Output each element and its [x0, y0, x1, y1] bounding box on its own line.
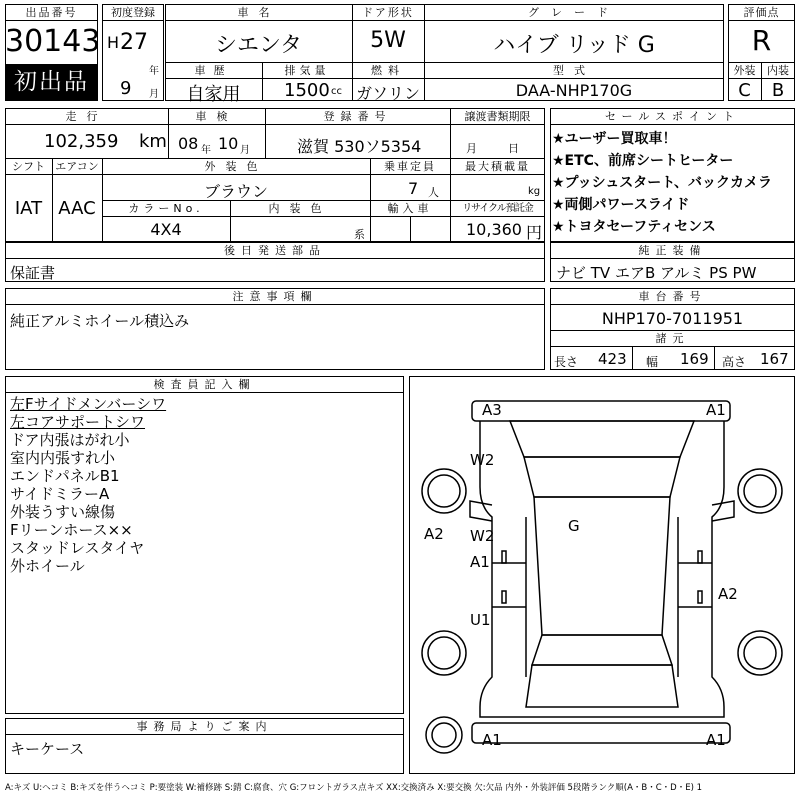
month-unit: 月 [149, 89, 159, 100]
int-color-label: 内装色 [268, 202, 332, 215]
score-label: 評価点 [743, 6, 780, 19]
sales-points-list [552, 128, 772, 238]
inspector-item: 左Fサイドメンバーシワ [10, 395, 167, 413]
model-label: 型式 [553, 64, 595, 77]
sales-point-item: ★両側パワースライド [552, 197, 690, 213]
transfer-day-unit: 日 [508, 142, 519, 155]
sales-point-item: ★ETC、前席シートヒーター [552, 153, 734, 169]
lot-number-label: 出品番号 [25, 6, 78, 19]
int-color-unit: 系 [354, 228, 365, 241]
grade-label: グレード [528, 6, 620, 19]
first-reg-label: 初度登録 [111, 6, 155, 19]
color-label: 外装色 [204, 160, 268, 173]
damage-mark: G [568, 517, 580, 535]
first-listing-text: 初出品 [14, 69, 89, 95]
damage-mark: A1 [706, 731, 726, 749]
height-label: 高さ [722, 355, 747, 369]
recycle-label: リサイクル預託金 [462, 203, 533, 214]
shift-label: シフト [12, 160, 45, 173]
width-label: 幅 [646, 355, 659, 369]
capacity-label: 乗車定員 [384, 160, 436, 173]
damage-mark: A1 [470, 553, 490, 571]
inspector-item: エンドパネルB1 [10, 467, 120, 485]
int-score: B [771, 80, 785, 101]
model-code: DAA-NHP170G [515, 81, 633, 100]
office-note: キーケース [10, 740, 85, 758]
shift: IAT [14, 198, 43, 219]
history-label: 車歴 [194, 64, 233, 77]
width: 169 [680, 350, 709, 368]
capacity-unit: 人 [428, 186, 439, 199]
damage-mark: A2 [718, 585, 738, 603]
recycle-unit: 円 [526, 223, 543, 242]
load-unit: kg [528, 186, 541, 197]
transfer-label: 譲渡書類期限 [464, 110, 531, 123]
equipment: ナビ TV エアB アルミ PS PW [556, 264, 757, 282]
door-label: ドア形状 [362, 6, 414, 19]
inspection-label: 車検 [195, 110, 238, 123]
post-parts: 保証書 [10, 264, 56, 282]
inspector-item: ドア内張はがれ小 [10, 431, 130, 449]
ac-label: エアコン [55, 160, 99, 173]
history: 自家用 [186, 84, 241, 105]
damage-mark: A1 [482, 731, 502, 749]
car-name: シエンタ [214, 33, 303, 58]
fuel-label: 燃料 [371, 64, 405, 77]
era: H [107, 33, 120, 52]
sales-point-item: ★トヨタセーフティセンス [552, 219, 716, 235]
displacement-unit: cc [331, 86, 342, 97]
damage-mark: U1 [470, 611, 491, 629]
car-outline [410, 377, 794, 773]
chassis-number: NHP170-7011951 [601, 309, 744, 328]
color-no-label: カラーNo. [128, 202, 204, 215]
reg-year: 27 [120, 30, 148, 55]
lot-number: 30143 [5, 24, 101, 59]
equipment-label: 純正装備 [638, 244, 707, 257]
color: ブラウン [203, 182, 268, 201]
car-diagram [409, 376, 795, 774]
plate-number: 滋賀 530ソ5354 [297, 137, 422, 156]
capacity: 7 [408, 179, 419, 198]
length-label: 長さ [554, 355, 579, 369]
inspector-item: 外ホイール [10, 557, 85, 575]
ext-score: C [738, 80, 751, 101]
damage-mark: A2 [424, 525, 444, 543]
damage-mark: A1 [706, 401, 726, 419]
mileage: 102,359 [44, 131, 119, 152]
sales-point-item: ★プッシュスタート、バックカメラ [552, 175, 773, 191]
mileage-unit: km [139, 131, 167, 152]
plate-label: 登録番号 [323, 110, 392, 123]
displacement-label: 排気量 [284, 64, 330, 77]
insp-year-unit: 年 [201, 145, 211, 156]
legend: A:キズ U:ヘコミ B:キズを伴うヘコミ P:要塗装 W:補修跡 S:錆 C:腐食、穴 G:フロントガラス点キズ XX:交換済み X:要交換 欠:欠品 内外・外装評価 5段階ランク順(A・B・C・D・E) 1 [5, 783, 703, 793]
year-unit: 年 [149, 66, 159, 77]
recycle-fee: 10,360 [466, 220, 522, 239]
inspector-item: 室内内張すれ小 [10, 449, 116, 467]
reg-month: 9 [120, 78, 132, 99]
displacement: 1500 [284, 80, 330, 101]
score: R [751, 24, 772, 57]
dims-label: 諸元 [655, 332, 690, 345]
damage-mark: W2 [470, 451, 495, 469]
transfer-month-unit: 月 [466, 142, 477, 155]
door-type: 5W [370, 28, 406, 53]
insp-month-unit: 月 [240, 145, 250, 156]
color-no: 4X4 [150, 220, 182, 239]
notes-label: 注意事項欄 [232, 290, 318, 303]
length: 423 [598, 350, 627, 368]
insp-month: 10 [218, 134, 239, 153]
inspector-list [10, 395, 166, 575]
inspector-label: 検査員記入欄 [153, 378, 256, 391]
inspector-item: スタッドレスタイヤ [10, 539, 145, 557]
import-label: 輸入車 [387, 202, 433, 215]
chassis-label: 車台番号 [638, 290, 707, 303]
office-label: 事務局よりご案内 [136, 720, 273, 733]
sales-points-label: セールスポイント [604, 110, 740, 123]
inspector-item: 左コアサポートシワ [10, 413, 146, 431]
first-listing-badge [5, 64, 98, 101]
fuel: ガソリン [355, 84, 420, 103]
post-parts-label: 後日発送部品 [224, 244, 326, 257]
inspector-item: サイドミラーA [10, 485, 110, 503]
int-label: 内装 [767, 64, 789, 77]
grade: ハイブ リッド G [493, 33, 655, 58]
ext-label: 外装 [733, 64, 756, 77]
height: 167 [760, 350, 789, 368]
inspector-item: 外装うすい線傷 [10, 503, 116, 521]
damage-mark: W2 [470, 527, 495, 545]
ac: AAC [58, 198, 96, 219]
insp-year: 08 [178, 134, 199, 153]
damage-mark: A3 [482, 401, 502, 419]
inspector-item: Fリーンホース×× [10, 521, 133, 539]
car-name-label: 車名 [237, 6, 280, 19]
load-label: 最大積載量 [465, 160, 530, 173]
mileage-label: 走行 [65, 110, 108, 123]
notes: 純正アルミホイール積込み [10, 312, 190, 330]
sales-point-item: ★ユーザー買取車！ [552, 131, 677, 147]
